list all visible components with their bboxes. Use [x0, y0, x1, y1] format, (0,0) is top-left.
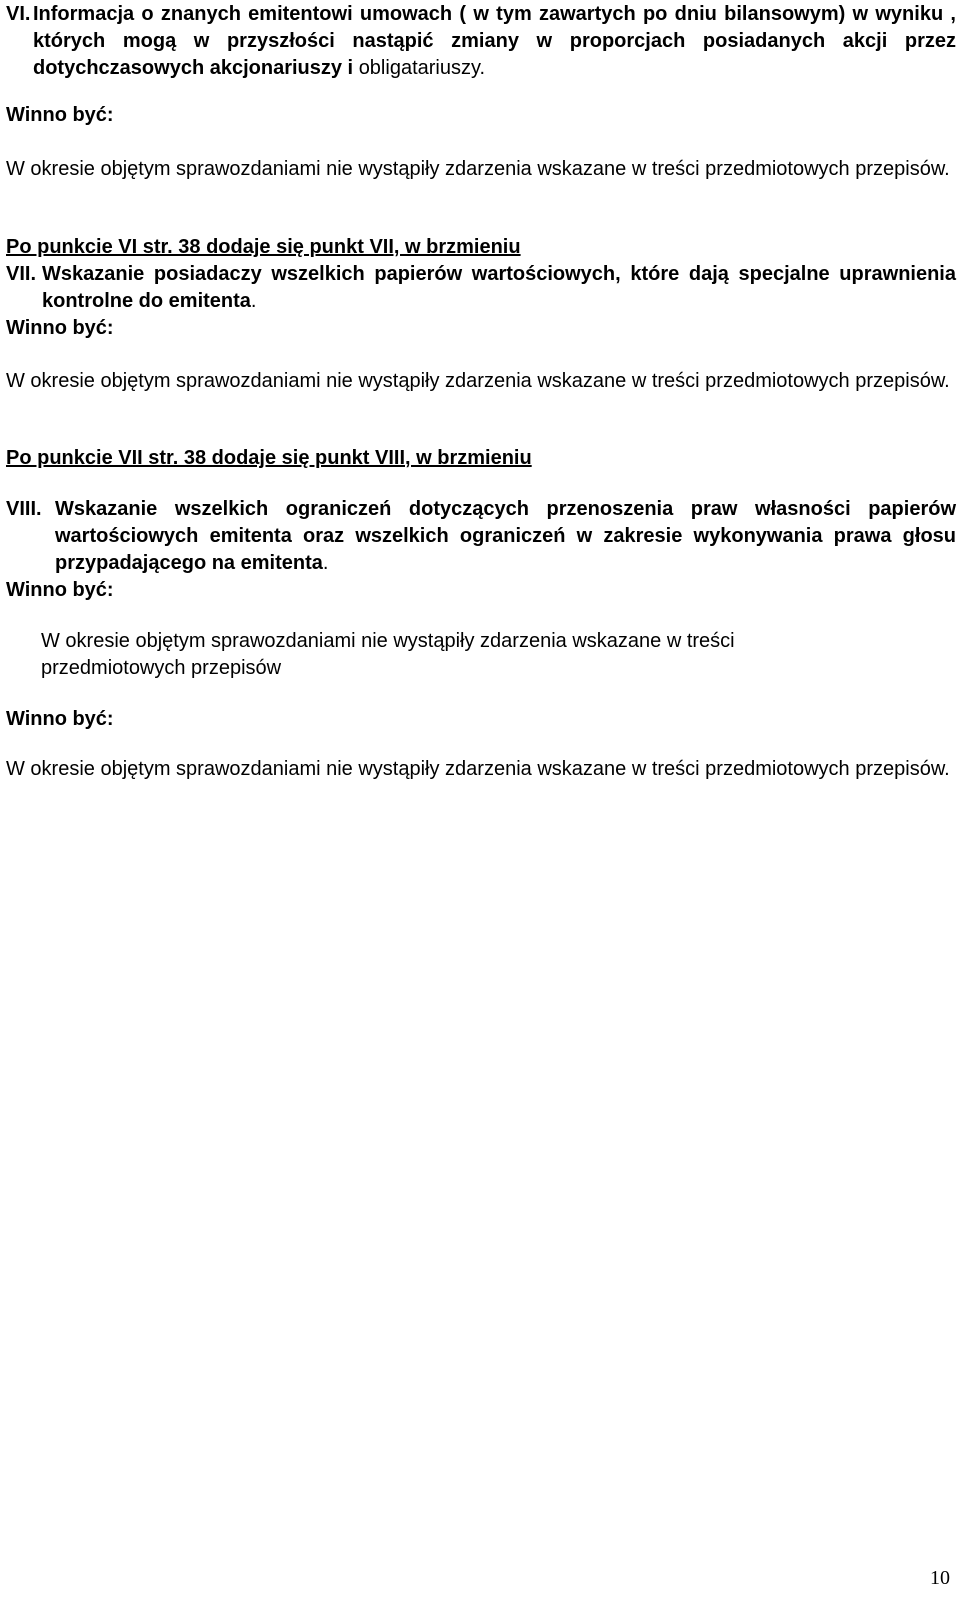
section-vii-text-tail: . — [250, 290, 257, 312]
paragraph-4: W okresie objętym sprawozdaniami nie wystąpiły zdarzenia wskazane w treści przedmiotowych przepisów. — [6, 758, 950, 780]
page-number: 10 — [930, 1567, 950, 1589]
section-viii — [6, 496, 956, 577]
winno-byc-label-4: Winno być: — [6, 708, 114, 730]
section-vi-text-tail: obligatariuszy. — [358, 57, 486, 79]
section-vi — [6, 1, 956, 82]
section-viii-number: VIII. — [6, 498, 42, 520]
heading-add-viii: Po punkcie VII str. 38 dodaje się punkt VIII, w brzmieniu — [6, 447, 532, 469]
heading-add-vii: Po punkcie VI str. 38 dodaje się punkt VII, w brzmieniu — [6, 236, 521, 258]
paragraph-2: W okresie objętym sprawozdaniami nie wystąpiły zdarzenia wskazane w treści przedmiotowych przepisów. — [6, 370, 950, 392]
paragraph-1: W okresie objętym sprawozdaniami nie wystąpiły zdarzenia wskazane w treści przedmiotowych przepisów. — [6, 158, 950, 180]
section-viii-text-tail: . — [322, 552, 329, 574]
section-viii-text: Wskazanie wszelkich ograniczeń dotyczących przenoszenia praw własności papierów wartościowych emitenta oraz wszelkich ograniczeń w zakresie wykonywania prawa głosu przypadającego na emitenta. — [55, 498, 956, 574]
section-vi-number: VI. — [6, 3, 31, 25]
section-vii-text: Wskazanie posiadaczy wszelkich papierów wartościowych, które dają specjalne uprawnienia kontrolne do emitenta. — [42, 263, 956, 312]
paragraph-3: W okresie objętym sprawozdaniami nie wystąpiły zdarzenia wskazane w treści przedmiotowych przepisów — [41, 630, 735, 679]
winno-byc-label-2: Winno być: — [6, 317, 114, 339]
winno-byc-label-3: Winno być: — [6, 579, 114, 601]
section-vii — [6, 261, 956, 315]
section-vii-number: VII. — [6, 263, 37, 285]
section-vi-text: Informacja o znanych emitentowi umowach ( w tym zawartych po dniu bilansowym) w wyniku , których mogą w przyszłości nastąpić zmiany w proporcjach posiadanych akcji przez dotychczasowych akcjonariuszy i obligatariuszy. — [33, 3, 956, 79]
winno-byc-label-1: Winno być: — [6, 104, 114, 126]
